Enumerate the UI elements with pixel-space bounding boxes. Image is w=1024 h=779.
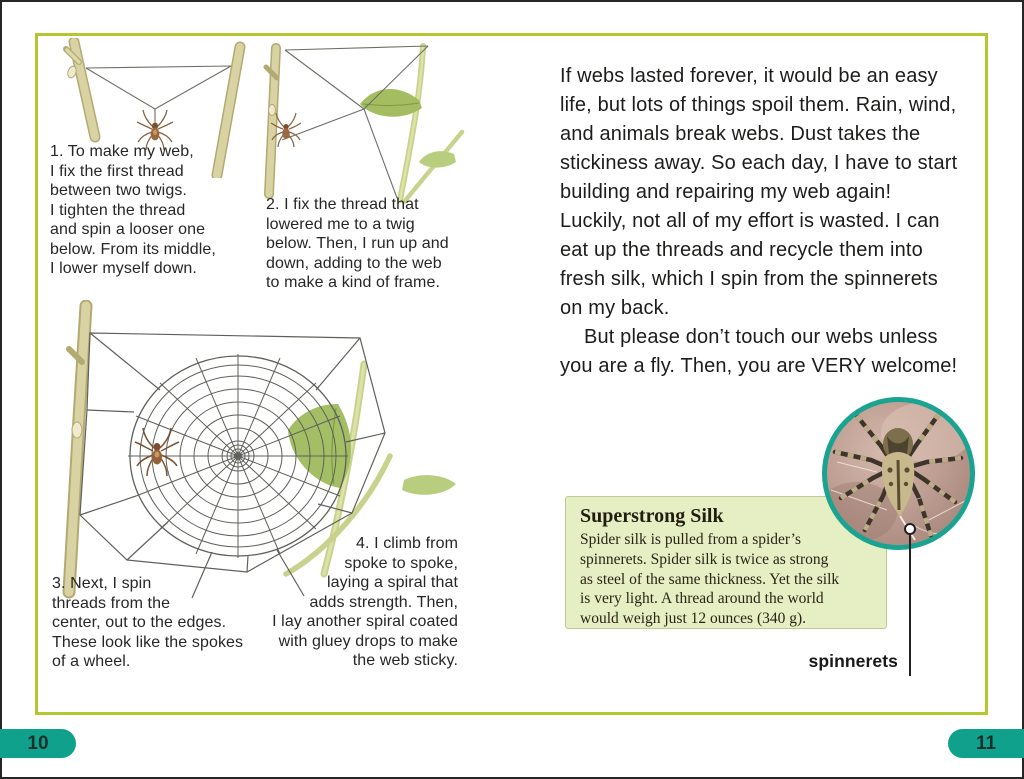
text-line: 1. To make my web, <box>50 143 194 160</box>
leaf <box>360 89 422 117</box>
text-line: the web sticky. <box>352 652 458 669</box>
text-line: and spin a looser one <box>50 221 206 238</box>
main-text <box>560 62 980 381</box>
spider-on-web <box>135 428 179 476</box>
text-line: Spider silk is pulled from a spider’s <box>580 531 801 548</box>
text-line: spoke to spoke, <box>344 554 458 572</box>
spinnerets-pointer-line <box>909 531 911 676</box>
text-line: is very light. A thread around the world <box>580 590 824 608</box>
step1-caption <box>50 142 216 279</box>
text-line: as steel of the same thickness. Yet the silk <box>580 570 840 588</box>
text-line: I lower myself down. <box>50 260 197 277</box>
spinnerets-label: spinnerets <box>808 651 898 671</box>
page-number-right: 11 <box>948 729 1024 758</box>
text-line: fresh silk, which I spin from the spinnerets <box>560 268 938 290</box>
paragraph-2 <box>560 323 980 381</box>
text-line: below. Then, I run up and <box>266 235 449 252</box>
text-line: stickiness away. So each day, I have to start <box>560 152 958 174</box>
spider-photo-art <box>827 402 970 545</box>
text-line: down, adding to the web <box>266 254 442 272</box>
text-line: If webs lasted forever, it would be an easy <box>560 65 938 87</box>
text-line: of a wheel. <box>52 653 131 670</box>
step3-caption <box>52 574 243 672</box>
text-line: building and repairing my web again! <box>560 181 892 203</box>
text-line: you are a fly. Then, you are VERY welcome! <box>560 355 958 377</box>
spider-photo <box>822 397 975 550</box>
text-line: But please don’t touch our webs unless <box>584 326 938 348</box>
text-line: These look like the spokes <box>52 633 244 651</box>
text-line: 4. I climb from <box>356 535 458 552</box>
text-line: with gluey drops to make <box>278 632 458 650</box>
paragraph-1 <box>560 62 980 323</box>
text-line: on my back. <box>560 297 670 319</box>
text-line: between two twigs. <box>50 182 187 199</box>
text-line: would weigh just 12 ounces (340 g). <box>580 610 807 628</box>
text-line: to make a kind of frame. <box>266 274 441 291</box>
spinnerets-pointer-dot <box>904 523 916 535</box>
text-line: center, out to the edges. <box>52 614 227 631</box>
text-line: below. From its middle, <box>50 240 216 258</box>
text-line: threads from the <box>52 594 171 612</box>
text-line: I lay another spiral coated <box>272 613 458 630</box>
step2-caption <box>266 195 449 293</box>
leaf-small <box>419 151 456 167</box>
callout-body <box>580 530 874 629</box>
text-line: and animals break webs. Dust takes the <box>560 123 921 145</box>
leaf-large <box>288 404 351 488</box>
text-line: Luckily, not all of my effort is wasted. I can <box>560 210 940 232</box>
thread-lines <box>86 66 231 122</box>
text-line: spinnerets. Spider silk is twice as strong <box>580 550 829 568</box>
text-line: I fix the first thread <box>50 162 184 180</box>
step4-caption <box>268 534 458 671</box>
text-line: 2. I fix the thread that <box>266 196 419 213</box>
text-line: 3. Next, I spin <box>52 575 152 592</box>
text-line: eat up the threads and recycle them into <box>560 239 923 261</box>
text-line: adds strength. Then, <box>309 593 458 611</box>
text-line: lowered me to a twig <box>266 215 415 233</box>
text-line: life, but lots of things spoil them. Rain, wind, <box>560 94 957 116</box>
page-number-left: 10 <box>0 729 76 758</box>
leaf-right <box>402 475 456 495</box>
text-line: I tighten the thread <box>50 201 186 219</box>
web-step2-illustration <box>256 36 468 208</box>
text-line: laying a spiral that <box>327 574 458 591</box>
callout-title: Superstrong Silk <box>580 505 724 527</box>
